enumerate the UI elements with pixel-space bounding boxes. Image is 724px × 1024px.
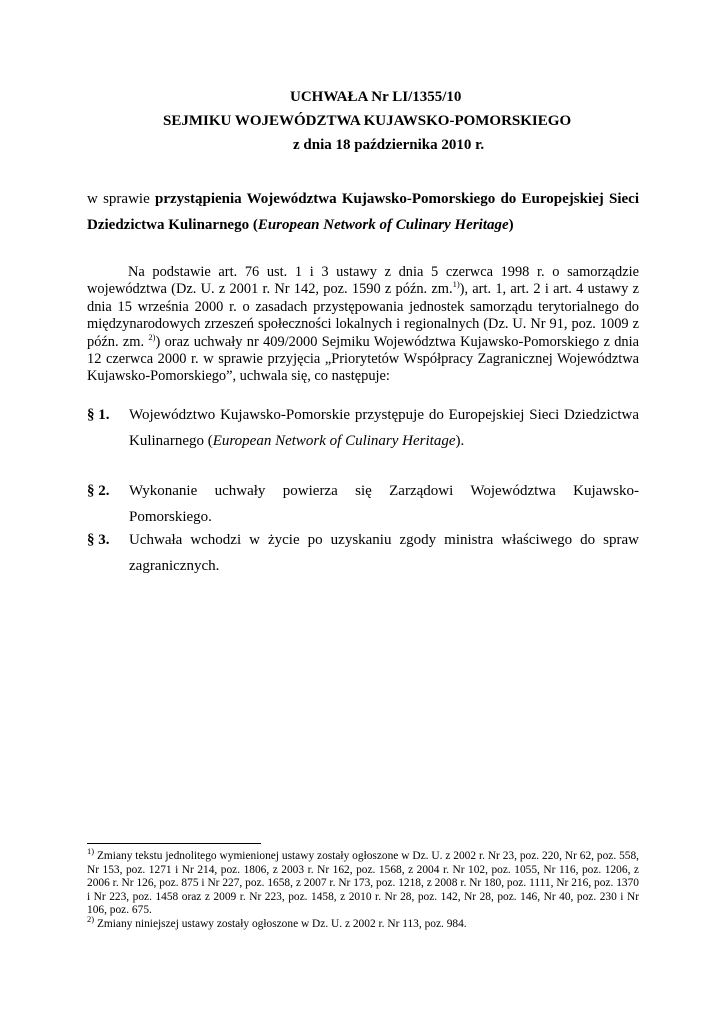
footnote-1 [87, 846, 639, 918]
paragraph-text [129, 402, 639, 454]
paragraph-1-text: Województwo Kujawsko-Pomorskie przystępuje do Europejskiej Sieci Dziedzictwa Kulinarnego ( [129, 407, 639, 449]
footnote-2 [87, 914, 639, 932]
footnote-ref-1: 1) [452, 279, 460, 290]
footnote-text: Zmiany tekstu jednolitego wymienionej ustawy zostały ogłoszone w Dz. U. z 2002 r. Nr 23, poz. 220, Nr 62, poz. 558, Nr 153, poz. 1271 i Nr 214, poz. 1806, z 2003 r. Nr 162, poz. 1568, z 2004 r. Nr 102, poz. 1055, Nr 116, poz. 1206, z 2006 r. Nr 126, poz. 875 i Nr 227, poz. 1658, z 2007 r. Nr 173, poz. 1218, z 2008 r. Nr 180, poz. 1111, Nr 216, poz. 1370 i Nr 223, poz. 1458 oraz z 2009 r. Nr 223, poz. 1458, z 2010 r. Nr 28, poz. 142, Nr 28, poz. 146, Nr 40, poz. 230 i Nr 106, poz. 675. [87, 850, 639, 917]
paragraph-number: § 3. [87, 532, 110, 548]
subject-prefix: w sprawie [87, 191, 155, 207]
resolution-number: UCHWAŁA Nr LI/1355/10 [290, 89, 462, 105]
subject-suffix: ) [508, 217, 514, 233]
legal-basis-part1: Na podstawie art. 76 ust. 1 i 3 ustawy z dnia 5 czerwca 1998 r. o samorządzie województwa (Dz. U. z 2001 r. Nr 142, poz. 1590 z późn. zm. [87, 264, 639, 298]
footnotes [87, 846, 639, 932]
footnote-separator [87, 843, 261, 844]
paragraph-1-suffix: ). [455, 433, 465, 449]
legal-basis-part2: ), art. 1, art. 2 i art. 4 ustawy z dnia 15 września 2000 r. o zasadach przystępowania jednostek samorządu terytorialnego do międzynarodowych zrzeszeń społeczności lokalnych i regionalnych (Dz. U. Nr 91, poz. 1009 z późn. zm. [87, 281, 639, 350]
footnote-marker: 2) [87, 914, 95, 925]
paragraph-number: § 2. [87, 483, 110, 499]
subject-bold-text: przystąpienia Województwa Kujawsko-Pomorskiego do Europejskiej Sieci Dziedzictwa Kulinarnego ( [87, 191, 640, 233]
paragraph-text: Uchwała wchodzi w życie po uzyskaniu zgody ministra właściwego do spraw zagranicznych. [129, 532, 639, 574]
subject-italic-text: European Network of Culinary Heritage [257, 217, 509, 233]
legal-basis [87, 264, 639, 386]
paragraph-text: Wykonanie uchwały powierza się Zarządowi Województwa Kujawsko-Pomorskiego. [129, 483, 639, 525]
resolution-subject [87, 186, 639, 238]
paragraph-number: § 1. [87, 407, 110, 423]
resolution-date: z dnia 18 października 2010 r. [293, 137, 485, 153]
footnote-text: Zmiany niniejszej ustawy zostały ogłoszone w Dz. U. z 2002 r. Nr 113, poz. 984. [94, 917, 467, 930]
paragraph-1-italic: European Network of Culinary Heritage [212, 433, 456, 449]
issuing-body: SEJMIKU WOJEWÓDZTWA KUJAWSKO-POMORSKIEGO [163, 113, 572, 129]
legal-basis-part3: ) oraz uchwały nr 409/2000 Sejmiku Województwa Kujawsko-Pomorskiego z dnia 12 czerwca 2000 r. w sprawie przyjęcia „Priorytetów Współpracy Zagranicznej Województwa Kujawsko-Pomorskiego”, uchwala się, co następuje: [87, 333, 639, 385]
footnote-ref-2: 2) [148, 331, 156, 342]
footnote-marker: 1) [87, 846, 95, 857]
